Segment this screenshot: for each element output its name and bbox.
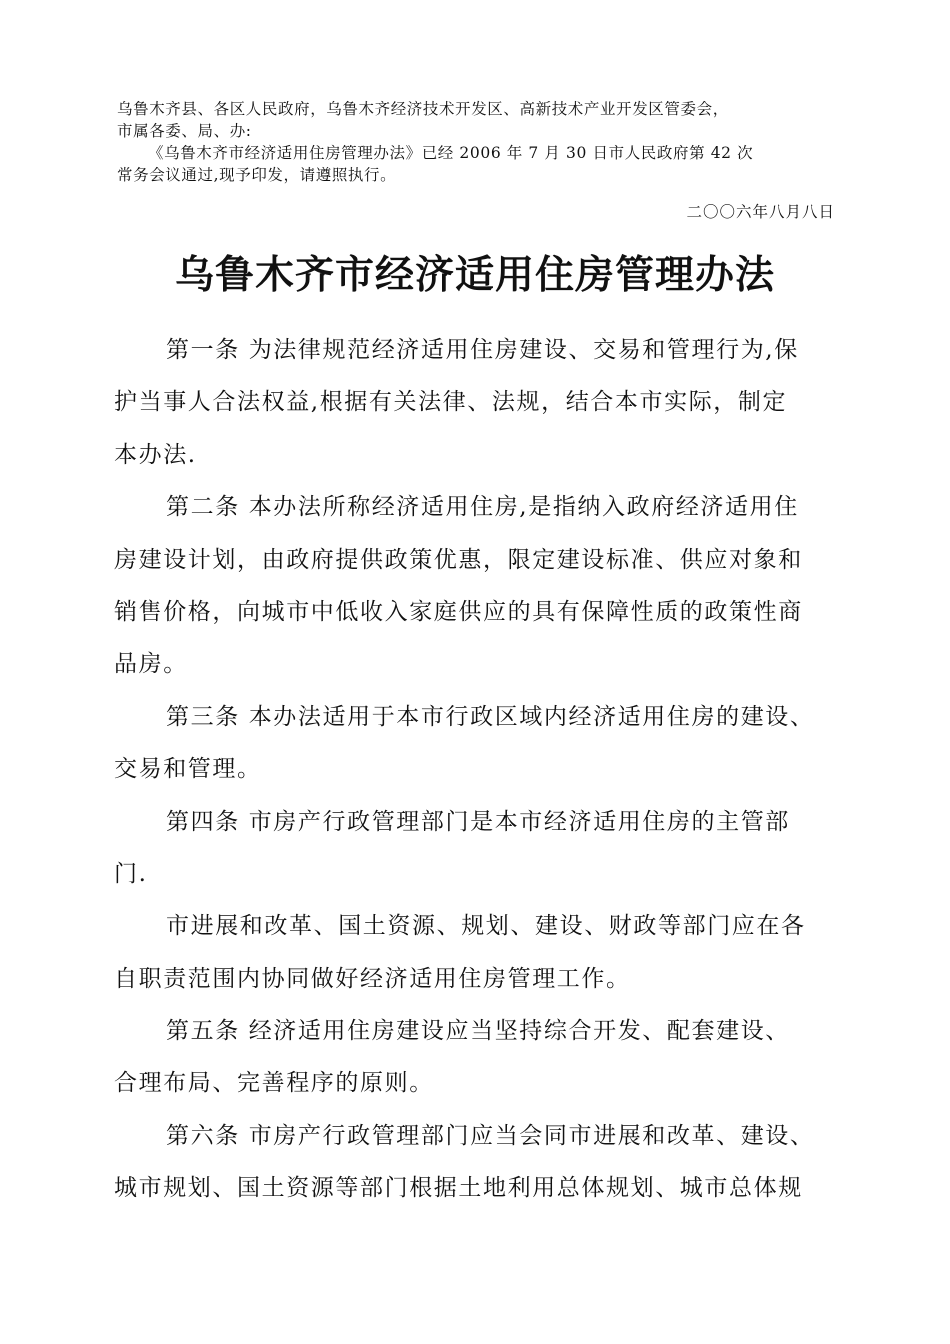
body-line: 门.	[114, 860, 148, 887]
body-line: 护当事人合法权益,根据有关法律、法规，结合本市实际，制定	[114, 389, 788, 416]
document-title: 乌鲁木齐市经济适用住房管理办法	[174, 253, 775, 298]
body-line: 第五条 经济适用住房建设应当坚持综合开发、配套建设、	[166, 1018, 790, 1045]
body-line: 第一条 为法律规范经济适用住房建设、交易和管理行为,保	[166, 337, 799, 363]
body-line: 合理布局、完善程序的原则。	[114, 1070, 434, 1097]
document-body	[114, 324, 854, 1215]
addressee-line-1: 乌鲁木齐县、各区人民政府，乌鲁木齐经济技术开发区、高新技术产业开发区管委会，	[117, 100, 729, 118]
body-line: 市进展和改革、国土资源、规划、建设、财政等部门应在各	[166, 913, 806, 940]
notice-date: 二〇〇六年八月八日	[686, 203, 835, 221]
notice-line-2: 常务会议通过,现予印发，请遵照执行。	[117, 166, 397, 184]
body-line: 第三条 本办法适用于本市行政区域内经济适用住房的建设、	[166, 703, 815, 730]
body-line: 本办法.	[114, 441, 197, 468]
body-line: 城市规划、国土资源等部门根据土地利用总体规划、城市总体规	[114, 1175, 803, 1202]
addressee-line-2: 市属各委、局、办:	[117, 122, 252, 140]
body-line: 第四条 市房产行政管理部门是本市经济适用住房的主管部	[166, 808, 790, 835]
body-line: 第二条 本办法所称经济适用住房,是指纳入政府经济适用住	[166, 494, 799, 521]
body-line: 自职责范围内协同做好经济适用住房管理工作。	[114, 965, 631, 992]
body-line: 第六条 市房产行政管理部门应当会同市进展和改革、建设、	[166, 1122, 815, 1149]
notice-header	[117, 98, 857, 186]
body-line: 房建设计划，由政府提供政策优惠，限定建设标准、供应对象和	[114, 546, 803, 573]
body-line: 交易和管理。	[114, 756, 262, 783]
notice-line-1: 《乌鲁木齐市经济适用住房管理办法》已经 2006 年 7 月 30 日市人民政府第 42 次	[148, 144, 754, 162]
body-line: 销售价格，向城市中低收入家庭供应的具有保障性质的政策性商	[114, 598, 803, 625]
body-line: 品房。	[114, 651, 188, 678]
